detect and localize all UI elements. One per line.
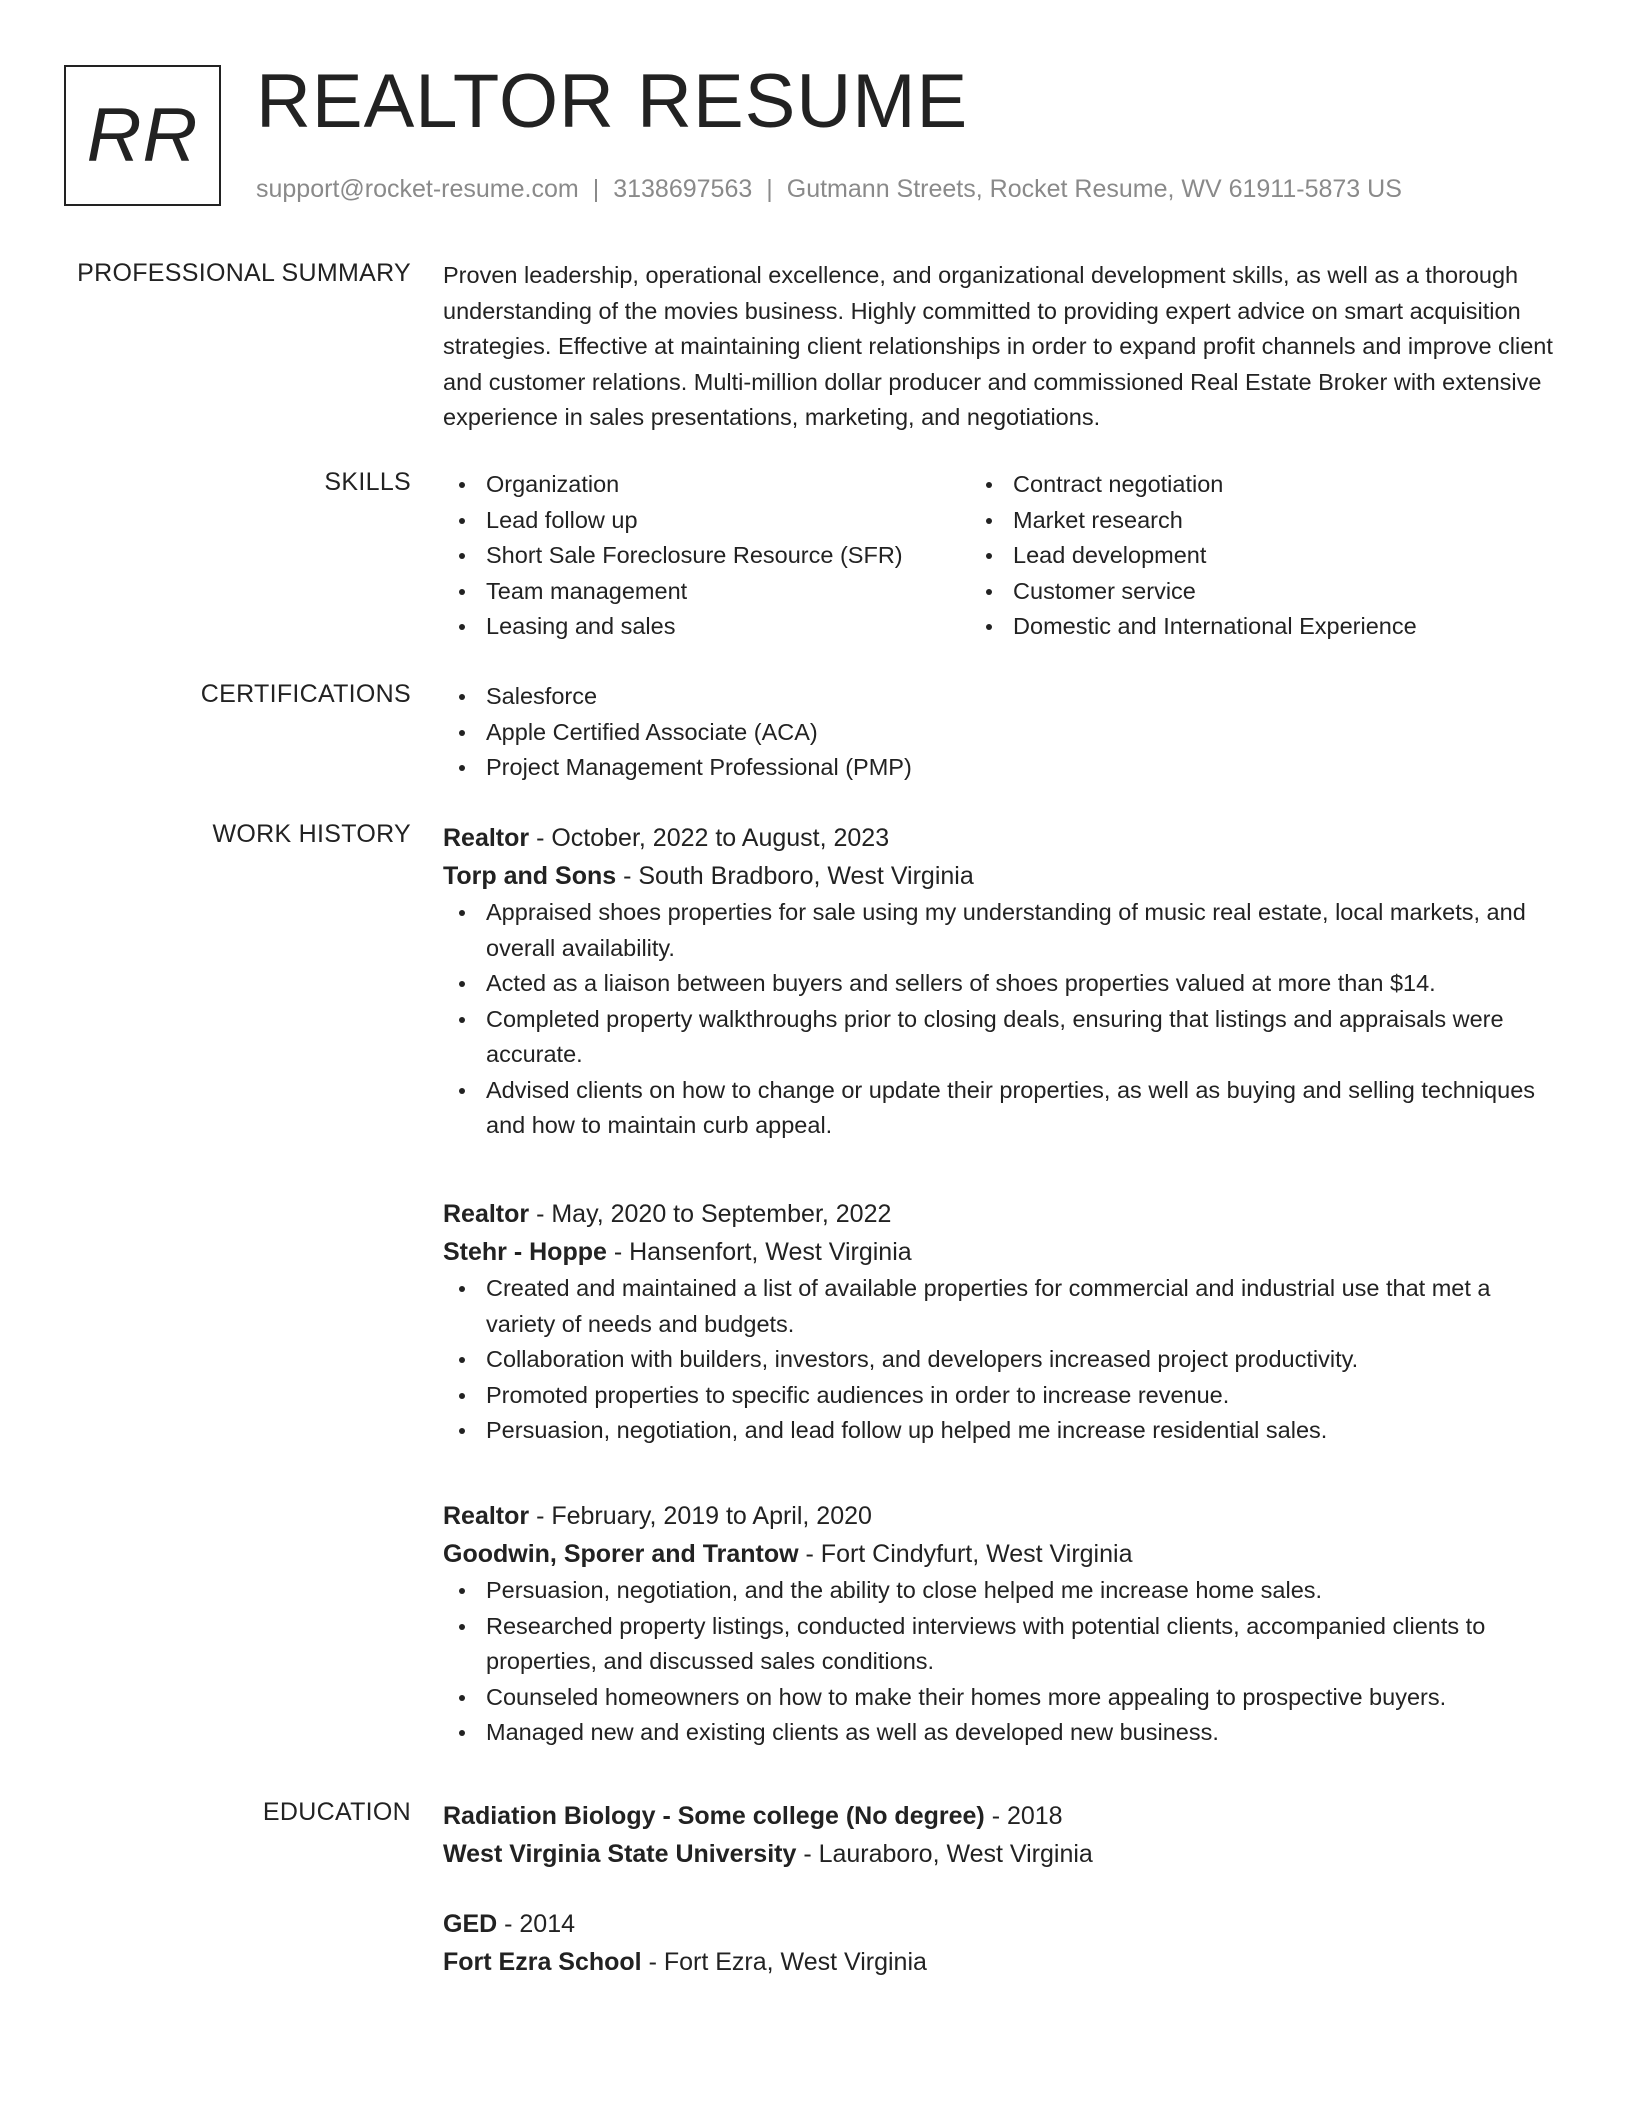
skill-item: Domestic and International Experience — [1013, 609, 1553, 645]
job-entry — [443, 819, 1553, 1144]
certifications-list — [443, 679, 1553, 786]
job-title: Realtor — [443, 1502, 530, 1530]
job-bullet: Created and maintained a list of available properties for commercial and industrial use that met a variety of needs and budgets. — [486, 1271, 1553, 1342]
education-location: - Fort Ezra, West Virginia — [641, 1948, 927, 1976]
job-bullets — [443, 1271, 1553, 1449]
contact-separator: | — [766, 175, 773, 203]
skill-item: Lead follow up — [486, 503, 970, 539]
certification-item: Salesforce — [486, 679, 1553, 715]
education-school: Fort Ezra School — [443, 1948, 642, 1976]
job-title: Realtor — [443, 1200, 530, 1228]
job-location: - Fort Cindyfurt, West Virginia — [798, 1540, 1133, 1568]
job-bullet: Persuasion, negotiation, and lead follow up helped me increase residential sales. — [486, 1413, 1553, 1449]
job-company: Goodwin, Sporer and Trantow — [443, 1540, 799, 1568]
education-degree: Radiation Biology - Some college (No degree) — [443, 1802, 985, 1830]
job-bullet: Appraised shoes properties for sale using my understanding of music real estate, local markets, and overall availability. — [486, 895, 1553, 966]
certification-item: Apple Certified Associate (ACA) — [486, 715, 1553, 751]
certification-item: Project Management Professional (PMP) — [486, 750, 1553, 786]
skills-column-right — [970, 467, 1553, 645]
contact-separator: | — [592, 175, 600, 203]
job-title-line — [443, 819, 1553, 857]
job-bullet: Completed property walkthroughs prior to closing deals, ensuring that listings and appraisals were accurate. — [486, 1002, 1553, 1073]
job-title: Realtor — [443, 824, 530, 852]
education-degree-line — [443, 1905, 1553, 1943]
summary-text: Proven leadership, operational excellence, and organizational development skills, as well as a thorough understanding of the movies business. Highly committed to providing expert advice on smart acquisition strategies. Effective at maintaining client relationships in order to expand profit channels and improve client and customer relations. Multi-million dollar producer and commissioned Real Estate Broker with extensive experience in sales presentations, marketing, and negotiations. — [443, 262, 1553, 430]
job-dates: - February, 2019 to April, 2020 — [529, 1502, 872, 1530]
job-dates: - October, 2022 to August, 2023 — [529, 824, 890, 852]
section-label-summary: PROFESSIONAL SUMMARY — [77, 259, 411, 287]
section-label-work-history: WORK HISTORY — [212, 820, 411, 848]
skill-item: Team management — [486, 574, 970, 610]
job-bullets — [443, 1573, 1553, 1751]
job-company-line — [443, 1535, 1553, 1573]
skills-column-left — [443, 467, 970, 645]
job-bullet: Managed new and existing clients as well as developed new business. — [486, 1715, 1553, 1751]
education-year: - 2014 — [497, 1910, 576, 1938]
section-label-certifications: CERTIFICATIONS — [200, 680, 411, 708]
job-bullet: Promoted properties to specific audiences in order to increase revenue. — [486, 1378, 1553, 1414]
job-bullet: Collaboration with builders, investors, and developers increased project productivity. — [486, 1342, 1553, 1378]
job-title-line — [443, 1195, 1553, 1233]
skill-item: Contract negotiation — [1013, 467, 1553, 503]
section-label-skills: SKILLS — [324, 468, 411, 496]
job-entry — [443, 1195, 1553, 1449]
skill-item: Short Sale Foreclosure Resource (SFR) — [486, 538, 970, 574]
job-location: - Hansenfort, West Virginia — [606, 1238, 912, 1266]
education-degree: GED — [443, 1910, 498, 1938]
job-title-line — [443, 1497, 1553, 1535]
job-bullet: Acted as a liaison between buyers and sellers of shoes properties valued at more than $14. — [486, 966, 1553, 1002]
education-entry — [443, 1797, 1553, 1873]
skills-list — [443, 467, 1553, 645]
education-year: - 2018 — [984, 1802, 1063, 1830]
job-bullets — [443, 895, 1553, 1144]
skill-item: Customer service — [1013, 574, 1553, 610]
section-label-education: EDUCATION — [262, 1798, 411, 1826]
job-entry — [443, 1497, 1553, 1751]
job-location: - South Bradboro, West Virginia — [616, 862, 974, 890]
contact-phone[interactable]: 3138697563 — [613, 175, 753, 203]
job-company: Torp and Sons — [443, 862, 617, 890]
skill-item: Lead development — [1013, 538, 1553, 574]
job-company: Stehr - Hoppe — [443, 1238, 607, 1266]
education-location: - Lauraboro, West Virginia — [796, 1840, 1093, 1868]
skill-item: Organization — [486, 467, 970, 503]
education-school-line — [443, 1835, 1553, 1873]
job-bullet: Advised clients on how to change or update their properties, as well as buying and selling techniques and how to maintain curb appeal. — [486, 1073, 1553, 1144]
education-school: West Virginia State University — [443, 1840, 797, 1868]
job-bullet: Counseled homeowners on how to make their homes more appealing to prospective buyers. — [486, 1680, 1553, 1716]
skill-item: Market research — [1013, 503, 1553, 539]
job-bullet: Researched property listings, conducted interviews with potential clients, accompanied clients to properties, and discussed sales conditions. — [486, 1609, 1553, 1680]
skill-item: Leasing and sales — [486, 609, 970, 645]
contact-address: Gutmann Streets, Rocket Resume, WV 61911-5873 US — [786, 175, 1402, 203]
job-dates: - May, 2020 to September, 2022 — [529, 1200, 892, 1228]
education-entry — [443, 1905, 1553, 1981]
contact-email[interactable]: support@rocket-resume.com — [256, 175, 579, 203]
monogram-logo: RR — [64, 65, 221, 206]
job-company-line — [443, 1233, 1553, 1271]
contact-line — [256, 174, 1402, 204]
job-company-line — [443, 857, 1553, 895]
resume-title: REALTOR RESUME — [256, 59, 969, 144]
job-bullet: Persuasion, negotiation, and the ability to close helped me increase home sales. — [486, 1573, 1553, 1609]
education-degree-line — [443, 1797, 1553, 1835]
education-school-line — [443, 1943, 1553, 1981]
